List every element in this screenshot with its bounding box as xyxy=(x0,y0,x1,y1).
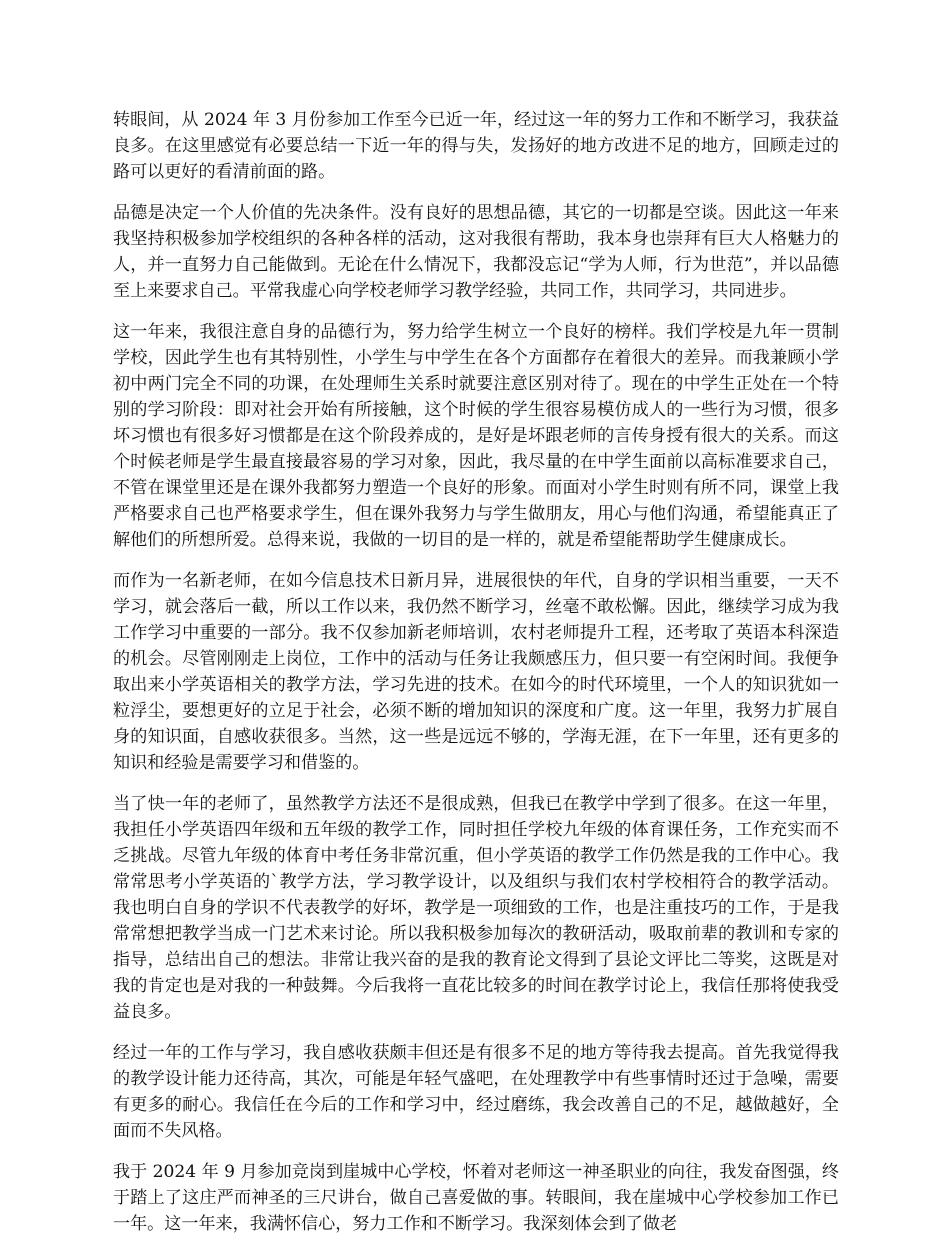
paragraph-joining-school: 我于 2024 年 9 月参加竞岗到崖城中心学校，怀着对老师这一神圣职业的向往，我发奋图强，终于踏上了这庄严而神圣的三尺讲台，做自己喜爱做的事。转眼间，我在崖城中心学校参加工作已一年。这一年来，我满怀信心，努力工作和不断学习。我深刻体会到了做老 xyxy=(113,1162,839,1234)
paragraph-role-model: 这一年来，我很注意自身的品德行为，努力给学生树立一个良好的榜样。我们学校是九年一贯制学校，因此学生也有其特别性，小学生与中学生在各个方面都存在着很大的差异。而我兼顾小学初中两门完全不同的功课，在处理师生关系时就要注意区别对待了。现在的中学生正处在一个特别的学习阶段：即对社会开始有所接触，这个时候的学生很容易模仿成人的一些行为习惯，很多坏习惯也有很多好习惯都是在这个阶段养成的，是好是坏跟老师的言传身授有很大的关系。而这个时候老师是学生最直接最容易的学习对象，因此，我尽量的在中学生面前以高标准要求自己，不管在课堂里还是在课外我都努力塑造一个良好的形象。而面对小学生时则有所不同，课堂上我严格要求自己也严格要求学生，但在课外我努力与学生做朋友，用心与他们沟通，希望能真正了解他们的所想所爱。总得来说，我做的一切目的是一样的，就是希望能帮助学生健康成长。 xyxy=(113,322,839,550)
document-body xyxy=(113,107,839,1252)
paragraph-shortcomings: 经过一年的工作与学习，我自感收获颇丰但还是有很多不足的地方等待我去提高。首先我觉得我的教学设计能力还待高，其次，可能是年轻气盛吧，在处理教学中有些事情时还过于急噪，需要有更多的耐心。我信任在今后的工作和学习中，经过磨练，我会改善自己的不足，越做越好，全面而不失风格。 xyxy=(113,1043,839,1141)
paragraph-continued-learning: 而作为一名新老师，在如今信息技术日新月异，进展很快的年代，自身的学识相当重要，一天不学习，就会落后一截，所以工作以来，我仍然不断学习，丝毫不敢松懈。因此，继续学习成为我工作学习中重要的一部分。我不仅参加新老师培训，农村老师提升工程，还考取了英语本科深造的机会。尽管刚刚走上岗位，工作中的活动与任务让我颇感压力，但只要一有空闲时间。我便争取出来小学英语相关的教学方法，学习先进的技术。在如今的时代环境里，一个人的知识犹如一粒浮尘，要想更好的立足于社会，必须不断的增加知识的深度和广度。这一年里，我努力扩展自身的知识面，自感收获很多。当然，这一些是远远不够的，学海无涯，在下一年里，还有更多的知识和经验是需要学习和借鉴的。 xyxy=(113,571,839,773)
paragraph-teaching-work: 当了快一年的老师了，虽然教学方法还不是很成熟，但我已在教学中学到了很多。在这一年里，我担任小学英语四年级和五年级的教学工作，同时担任学校九年级的体育课任务，工作充实而不乏挑战。尽管九年级的体育中考任务非常沉重，但小学英语的教学工作仍然是我的工作中心。我常常思考小学英语的`教学方法，学习教学设计，以及组织与我们农村学校相符合的教学活动。我也明白自身的学识不代表教学的好坏，教学是一项细致的工作，也是注重技巧的工作，于是我常常想把教学当成一门艺术来讨论。所以我积极参加每次的教研活动，吸取前辈的教训和专家的指导，总结出自己的想法。非常让我兴奋的是我的教育论文得到了县论文评比二等奖，这既是对我的肯定也是对我的一种鼓舞。今后我将一直花比较多的时间在教学讨论上，我信任那将使我受益良多。 xyxy=(113,794,839,1022)
paragraph-intro: 转眼间，从 2024 年 3 月份参加工作至今已近一年，经过这一年的努力工作和不断学习，我获益良多。在这里感觉有必要总结一下近一年的得与失，发扬好的地方改进不足的地方，回顾走过的路可以更好的看清前面的路。 xyxy=(113,110,839,182)
paragraph-moral-character: 品德是决定一个人价值的先决条件。没有良好的思想品德，其它的一切都是空谈。因此这一年来我坚持积极参加学校组织的各种各样的活动，这对我很有帮助，我本身也崇拜有巨大人格魅力的人，并一直努力自己能做到。无论在什么情况下，我都没忘记“学为人师，行为世范”，并以品德至上来要求自己。平常我虚心向学校老师学习教学经验，共同工作，共同学习，共同进步。 xyxy=(113,203,839,301)
